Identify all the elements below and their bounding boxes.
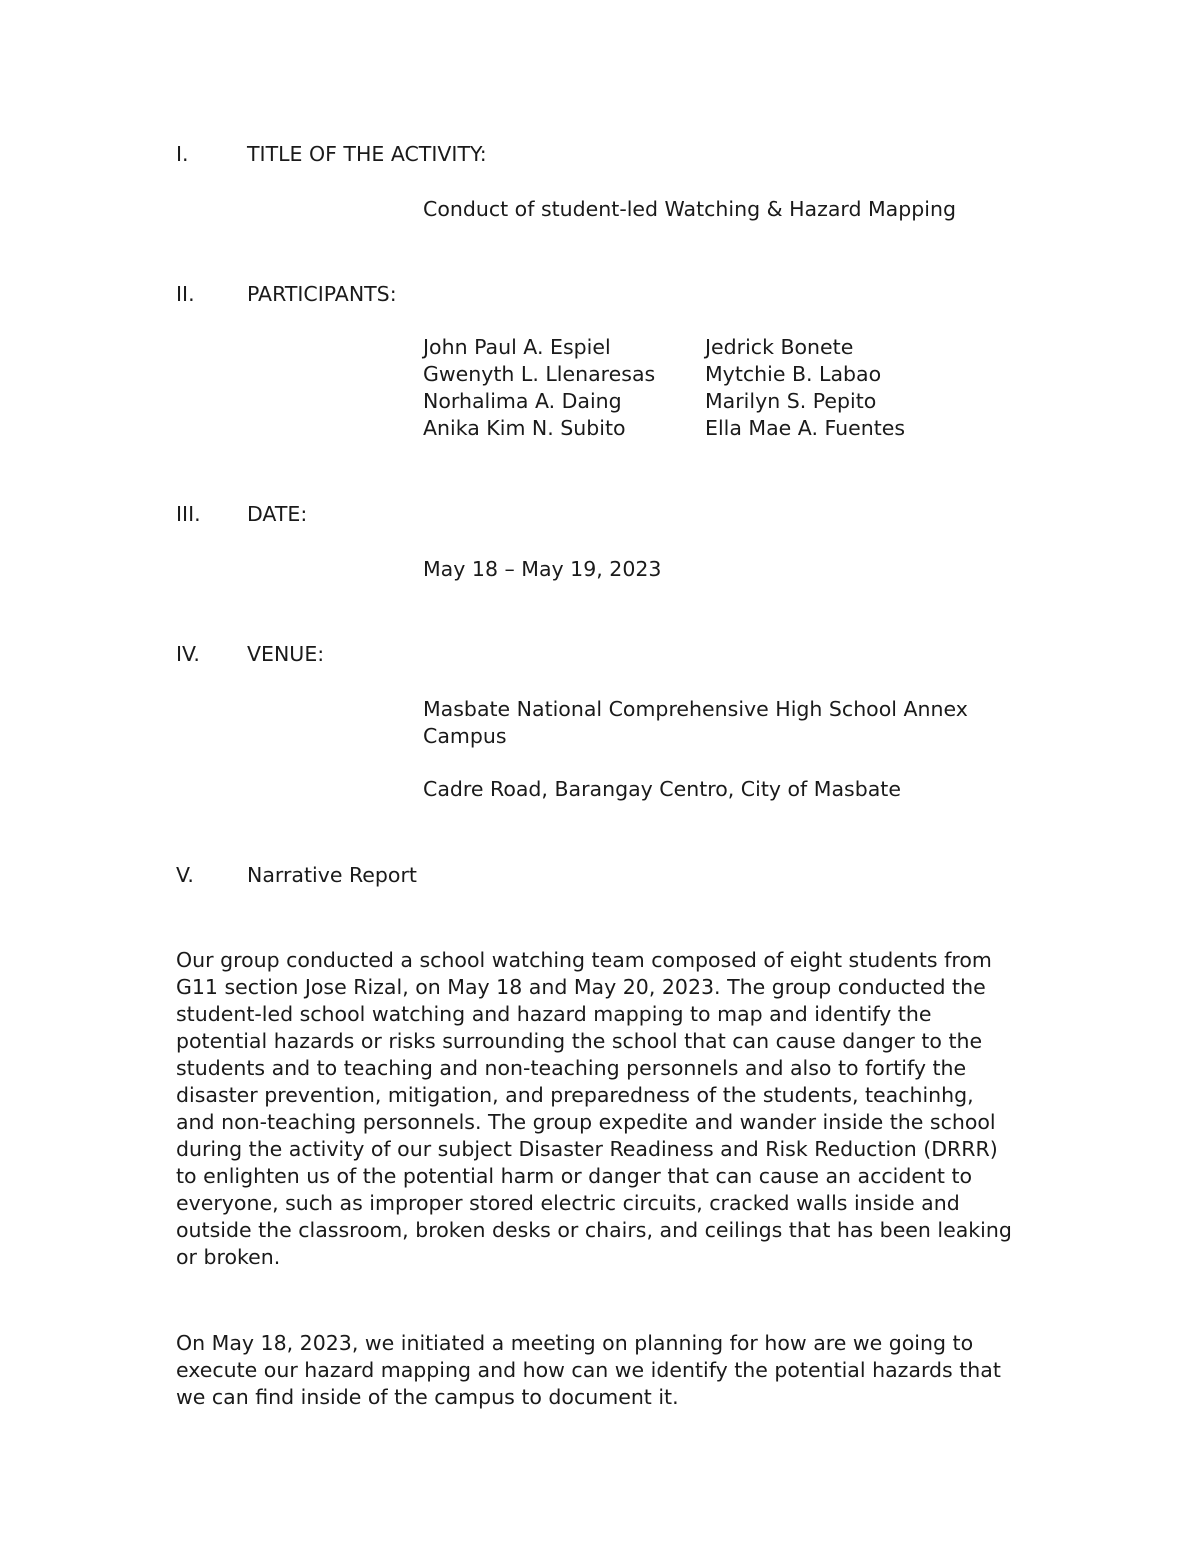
section-number: III. [176, 502, 201, 526]
participant-name: Gwenyth L. Llenaresas [423, 362, 656, 386]
participant-name: Marilyn S. Pepito [705, 389, 877, 413]
section-title: TITLE OF THE ACTIVITY: [247, 142, 487, 166]
section-heading-narrative [176, 862, 1076, 889]
venue-block [423, 696, 1063, 750]
paragraph-line: On May 18, 2023, we initiated a meeting on planning for how are we going to [176, 1331, 974, 1355]
paragraph-line: and non-teaching personnels. The group expedite and wander inside the school [176, 1110, 996, 1134]
section-number: V. [176, 863, 194, 887]
section-title: VENUE: [247, 642, 325, 666]
section-number: IV. [176, 642, 200, 666]
participant-name: Mytchie B. Labao [705, 362, 882, 386]
section-title: PARTICIPANTS: [247, 282, 397, 306]
venue-name-line1: Masbate National Comprehensive High School Annex [423, 697, 968, 721]
section-number: I. [176, 142, 189, 166]
section-title: DATE: [247, 502, 308, 526]
participant-name: Ella Mae A. Fuentes [705, 416, 906, 440]
paragraph-line: G11 section Jose Rizal, on May 18 and May 20, 2023. The group conducted the [176, 975, 986, 999]
activity-title [423, 196, 1063, 223]
section-heading-venue [176, 641, 1076, 668]
section-heading-participants [176, 281, 1076, 308]
paragraph-line: during the activity of our subject Disaster Readiness and Risk Reduction (DRRR) [176, 1137, 998, 1161]
venue-address [423, 776, 1063, 803]
paragraph-line: to enlighten us of the potential harm or danger that can cause an accident to [176, 1164, 973, 1188]
participant-name: Anika Kim N. Subito [423, 416, 626, 440]
paragraph-line: or broken. [176, 1245, 281, 1269]
narrative-paragraph-1 [176, 947, 1066, 1271]
paragraph-line: potential hazards or risks surrounding the school that can cause danger to the [176, 1029, 983, 1053]
venue-address-text: Cadre Road, Barangay Centro, City of Masbate [423, 777, 901, 801]
participants-column-right [705, 334, 905, 442]
participant-name: John Paul A. Espiel [423, 335, 611, 359]
activity-date [423, 556, 1063, 583]
section-heading-title [176, 141, 1076, 168]
paragraph-line: student-led school watching and hazard mapping to map and identify the [176, 1002, 932, 1026]
paragraph-line: everyone, such as improper stored electric circuits, cracked walls inside and [176, 1191, 960, 1215]
participant-name: Norhalima A. Daing [423, 389, 622, 413]
paragraph-line: we can find inside of the campus to document it. [176, 1385, 679, 1409]
paragraph-line: outside the classroom, broken desks or chairs, and ceilings that has been leaking [176, 1218, 1012, 1242]
activity-title-text: Conduct of student-led Watching & Hazard Mapping [423, 197, 956, 221]
participant-name: Jedrick Bonete [705, 335, 854, 359]
section-number: II. [176, 282, 195, 306]
paragraph-line: Our group conducted a school watching team composed of eight students from [176, 948, 992, 972]
section-title: Narrative Report [247, 863, 417, 887]
section-heading-date [176, 501, 1076, 528]
date-text: May 18 – May 19, 2023 [423, 557, 662, 581]
narrative-paragraph-2 [176, 1330, 1066, 1411]
paragraph-line: execute our hazard mapping and how can we identify the potential hazards that [176, 1358, 1001, 1382]
venue-name-line2: Campus [423, 724, 507, 748]
participants-column-left [423, 334, 655, 442]
paragraph-line: disaster prevention, mitigation, and preparedness of the students, teachinhg, [176, 1083, 974, 1107]
paragraph-line: students and to teaching and non-teaching personnels and also to fortify the [176, 1056, 967, 1080]
